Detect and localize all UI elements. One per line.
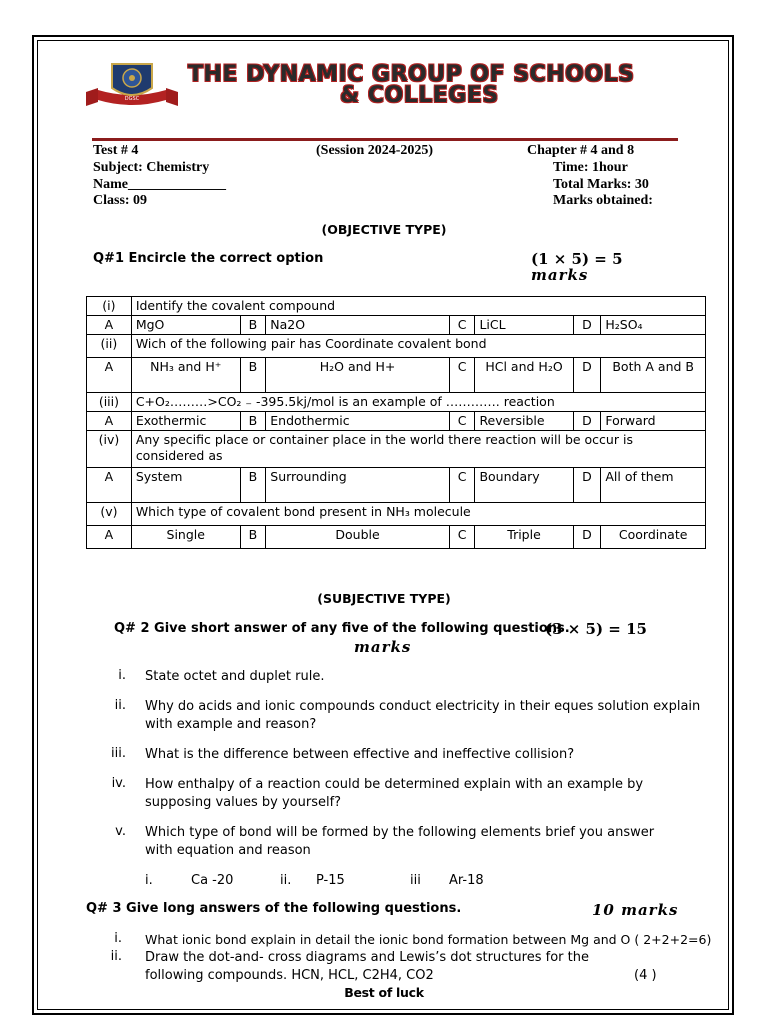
option-text: Endothermic <box>266 412 450 431</box>
mcq-table <box>86 296 706 549</box>
q3-label: Q# 3 Give long answers of the following questions. <box>86 901 462 916</box>
option-text: LiCL <box>475 316 573 335</box>
option-text: Exothermic <box>131 412 240 431</box>
mcq-question: Wich of the following pair has Coordinate covalent bond <box>131 335 705 358</box>
option-text: NH₃ and H⁺ <box>131 358 240 393</box>
mcq-options-row <box>87 412 706 431</box>
q2-sub-text: Ca -20 <box>191 873 234 888</box>
chapter: Chapter # 4 and 8 <box>527 143 635 158</box>
q2-item-num: ii. <box>114 698 126 713</box>
q2-label: Q# 2 Give short answer of any five of the following questions. <box>114 621 570 636</box>
mcq-num: (i) <box>87 297 132 316</box>
option-text: Forward <box>601 412 706 431</box>
time: Time: 1hour <box>553 160 628 175</box>
marks-obtained: Marks obtained: <box>553 193 653 208</box>
option-text: Reversible <box>475 412 573 431</box>
class: Class: 09 <box>93 193 148 208</box>
q2-sub-text: P-15 <box>316 873 345 888</box>
option-letter: C <box>449 358 475 393</box>
total-marks: Total Marks: 30 <box>553 177 649 192</box>
q2-sub-num: iii <box>410 873 421 888</box>
option-text: H₂SO₄ <box>601 316 706 335</box>
option-letter: D <box>573 316 601 335</box>
option-text: HCl and H₂O <box>475 358 573 393</box>
q2-item-num: iv. <box>111 776 126 791</box>
school-name-line1: THE DYNAMIC GROUP OF SCHOOLS <box>188 62 635 87</box>
mcq-question-row <box>87 431 706 468</box>
mcq-question: Any specific place or container place in the world there reaction will be occur is considered as <box>131 431 705 468</box>
q2-item-text: State octet and duplet rule. <box>145 669 325 684</box>
mcq-question-row <box>87 503 706 526</box>
q2-item-num: v. <box>115 824 126 839</box>
option-text: Triple <box>475 526 573 549</box>
q3-item-num: i. <box>114 931 122 946</box>
school-name-line2: & COLLEGES <box>340 83 499 108</box>
q3-item-text: Draw the dot-and- cross diagrams and Lewis’s dot structures for the following compounds. HCN, HCL, C2H4, CO2 <box>145 950 589 983</box>
option-letter: C <box>449 468 475 503</box>
option-text: Na2O <box>266 316 450 335</box>
mcq-question: Which type of covalent bond present in NH₃ molecule <box>131 503 705 526</box>
option-text: Single <box>131 526 240 549</box>
mcq-options-row <box>87 316 706 335</box>
option-text: All of them <box>601 468 706 503</box>
option-text: System <box>131 468 240 503</box>
option-letter: A <box>87 526 132 549</box>
mcq-num: (iv) <box>87 431 132 468</box>
q1-marks-word: marks <box>531 266 589 284</box>
option-letter: B <box>240 316 266 335</box>
option-text: Double <box>266 526 450 549</box>
q3-item-num: ii. <box>110 949 122 964</box>
session: (Session 2024-2025) <box>316 143 434 158</box>
q2-item-text: What is the difference between effective and ineffective collision? <box>145 747 575 762</box>
option-text: Surrounding <box>266 468 450 503</box>
mcq-question-row <box>87 393 706 412</box>
q2-item-num: iii. <box>111 746 126 761</box>
header-rule <box>92 138 678 141</box>
mcq-options-row <box>87 526 706 549</box>
option-letter: C <box>449 316 475 335</box>
option-letter: A <box>87 412 132 431</box>
option-text: Both A and B <box>601 358 706 393</box>
option-letter: C <box>449 412 475 431</box>
option-letter: D <box>573 412 601 431</box>
q2-sub-num: ii. <box>280 873 292 888</box>
q1-marks-expr: (1 × 5) = 5 <box>531 250 623 268</box>
option-text: MgO <box>131 316 240 335</box>
mcq-num: (ii) <box>87 335 132 358</box>
q2-sub-num: i. <box>145 873 153 888</box>
option-letter: A <box>87 468 132 503</box>
school-logo <box>84 58 180 110</box>
objective-heading: (OBJECTIVE TYPE) <box>321 222 447 237</box>
option-letter: D <box>573 468 601 503</box>
option-letter: D <box>573 358 601 393</box>
test-number: Test # 4 <box>93 143 139 158</box>
q1-label: Q#1 Encircle the correct option <box>93 251 324 266</box>
option-letter: A <box>87 316 132 335</box>
q2-item-num: i. <box>118 668 126 683</box>
subjective-heading: (SUBJECTIVE TYPE) <box>317 591 451 606</box>
mcq-question-row <box>87 335 706 358</box>
option-letter: B <box>240 468 266 503</box>
q2-item-text: Which type of bond will be formed by the following elements brief you answer with equation and reason <box>145 825 655 858</box>
footer-best-of-luck: Best of luck <box>344 985 424 1000</box>
mcq-question: C+O₂………>CO₂ ₋ -395.5kj/mol is an example of …………. reaction <box>131 393 705 412</box>
q2-item-text: Why do acids and ionic compounds conduct electricity in their eques solution explain with example and reason? <box>145 699 701 732</box>
q3-ii-marks: (4 ) <box>634 968 657 983</box>
q2-marks-expr: (3 × 5) = 15 <box>545 620 647 638</box>
q2-marks-word: marks <box>354 638 412 656</box>
q3-item-text: What ionic bond explain in detail the ionic bond formation between Mg and O ( 2+2+2=6) <box>145 932 712 947</box>
option-letter: A <box>87 358 132 393</box>
option-text: Coordinate <box>601 526 706 549</box>
option-letter: C <box>449 526 475 549</box>
logo-text: DGSC <box>124 96 140 102</box>
q3-marks: 10 marks <box>592 901 679 919</box>
option-text: H₂O and H+ <box>266 358 450 393</box>
q2-sub-text: Ar-18 <box>449 873 484 888</box>
option-letter: B <box>240 358 266 393</box>
q2-item-text: How enthalpy of a reaction could be determined explain with an example by supposing values by yourself? <box>145 777 644 810</box>
mcq-num: (iii) <box>87 393 132 412</box>
option-letter: B <box>240 526 266 549</box>
mcq-options-row <box>87 358 706 393</box>
option-letter: B <box>240 412 266 431</box>
subject: Subject: Chemistry <box>93 160 210 175</box>
mcq-question: Identify the covalent compound <box>131 297 705 316</box>
mcq-num: (v) <box>87 503 132 526</box>
mcq-options-row <box>87 468 706 503</box>
option-letter: D <box>573 526 601 549</box>
mcq-question-row <box>87 297 706 316</box>
option-text: Boundary <box>475 468 573 503</box>
name-field: Name______________ <box>93 177 226 192</box>
